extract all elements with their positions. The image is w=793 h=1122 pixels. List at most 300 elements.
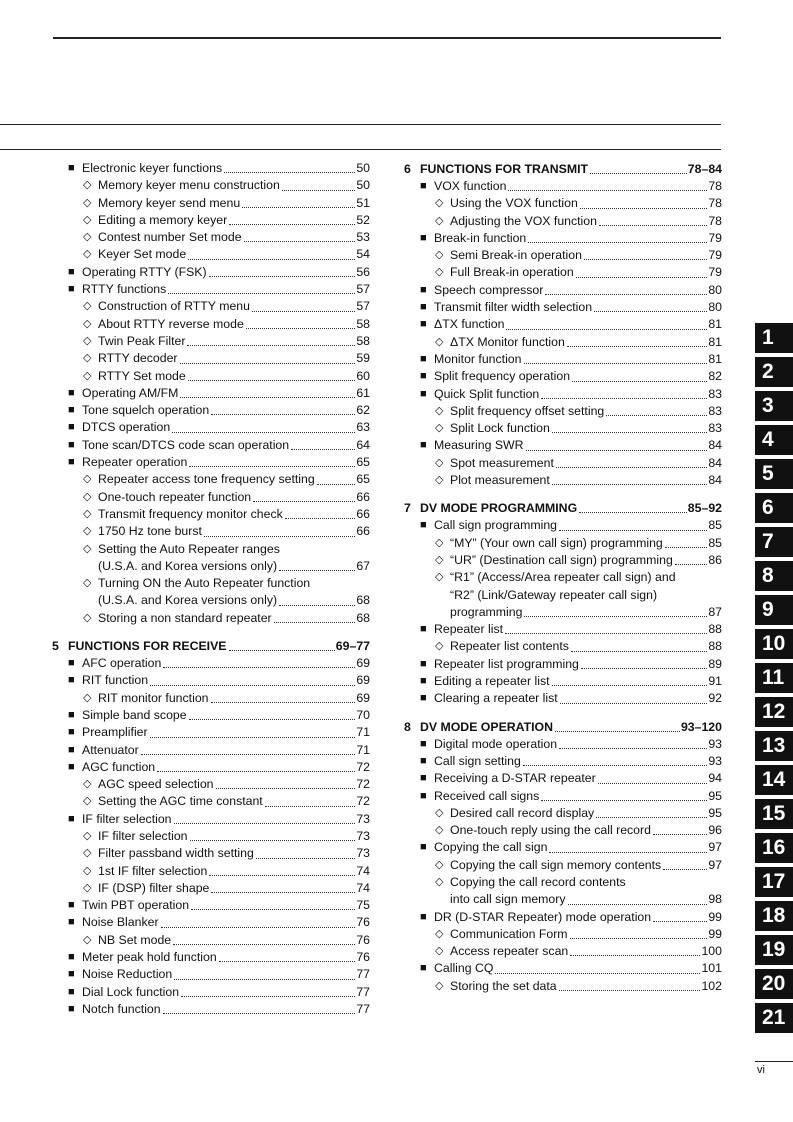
toc-subentry[interactable] [404,420,722,437]
diamond-bullet-icon: ◇ [435,536,444,549]
square-bullet-icon: ■ [420,301,427,314]
page-reference: 97 [708,840,722,855]
toc-subentry[interactable] [52,880,370,897]
diamond-bullet-icon: ◇ [83,577,92,590]
entry-title: RIT function [82,673,149,688]
toc-entry[interactable] [52,707,370,724]
square-bullet-icon: ■ [68,386,75,399]
toc-subentry[interactable] [404,891,722,908]
toc-section-heading[interactable] [52,637,370,655]
chapter-tab[interactable]: 15 [755,799,793,829]
toc-entry[interactable] [404,770,722,787]
toc-subentry[interactable] [52,333,370,350]
entry-title: Repeater list [434,622,504,637]
toc-entry[interactable] [404,299,722,316]
entry-title: Repeater list programming [434,656,579,671]
entry-title: Spot measurement [450,455,554,470]
toc-entry[interactable] [52,966,370,983]
diamond-bullet-icon: ◇ [83,352,92,365]
entry-title: IF (DSP) filter shape [98,880,210,895]
dot-leader [204,535,355,537]
chapter-tab[interactable]: 3 [755,391,793,421]
toc-entry[interactable] [52,281,370,298]
dot-leader [675,563,708,565]
toc-subentry[interactable] [52,776,370,793]
entry-title: Communication Form [450,926,568,941]
toc-entry[interactable] [52,672,370,689]
entry-title: Dial Lock function [82,984,180,999]
toc-subentry[interactable] [52,793,370,810]
toc-entry[interactable] [404,230,722,247]
toc-entry[interactable] [52,264,370,281]
toc-subentry[interactable] [52,298,370,315]
diamond-bullet-icon: ◇ [83,473,92,486]
toc-subentry[interactable] [404,822,722,839]
toc-subentry[interactable] [404,535,722,552]
toc-entry[interactable] [52,437,370,454]
toc-subentry[interactable] [52,863,370,880]
page-reference: 70 [356,707,370,722]
dot-leader [282,189,356,191]
toc-entry[interactable] [52,811,370,828]
diamond-bullet-icon: ◇ [83,334,92,347]
page-reference: 91 [708,674,722,689]
chapter-tab[interactable]: 8 [755,561,793,591]
toc-subentry[interactable] [52,558,370,575]
diamond-bullet-icon: ◇ [83,542,92,555]
entry-title: Repeater access tone frequency setting [98,472,315,487]
toc-subentry[interactable] [52,350,370,367]
dot-leader [219,960,356,962]
entry-title: Twin Peak Filter [98,333,186,348]
toc-subentry[interactable] [404,213,722,230]
entry-title: Plot measurement [450,473,550,488]
toc-subentry[interactable] [52,828,370,845]
toc-entry[interactable] [404,178,722,195]
toc-entry[interactable] [52,454,370,471]
chapter-tab[interactable]: 17 [755,867,793,897]
page-reference: 72 [356,777,370,792]
toc-subentry[interactable] [404,264,722,281]
toc-subentry[interactable] [404,403,722,420]
chapter-tab[interactable]: 4 [755,425,793,455]
toc-entry[interactable] [404,909,722,926]
toc-entry[interactable] [404,690,722,707]
toc-subentry[interactable] [404,943,722,960]
toc-section-heading[interactable] [404,499,722,517]
square-bullet-icon: ■ [68,162,75,174]
square-bullet-icon: ■ [68,421,75,434]
chapter-tab[interactable]: 1 [755,323,793,353]
page-reference: 76 [356,950,370,965]
toc-entry[interactable] [404,316,722,333]
toc-subentry[interactable] [52,932,370,949]
entry-title: Transmit filter width selection [434,300,593,315]
page-reference: 93 [708,736,722,751]
entry-title: Quick Split function [434,386,540,401]
toc-entry[interactable] [404,368,722,385]
dot-leader [209,275,356,277]
entry-title: Setting the AGC time constant [98,794,263,809]
page-number: vi [757,1064,765,1076]
toc-entry[interactable] [52,724,370,741]
toc-subentry[interactable] [52,471,370,488]
chapter-tab[interactable]: 5 [755,459,793,489]
toc-subentry[interactable] [404,552,722,569]
diamond-bullet-icon: ◇ [83,525,92,538]
entry-title: Split frequency operation [434,369,571,384]
entry-title: Operating AM/FM [82,385,179,400]
dot-leader [523,764,708,766]
dot-leader [163,1012,356,1014]
diamond-bullet-icon: ◇ [435,335,444,348]
toc-subentry[interactable] [404,195,722,212]
toc-entry[interactable] [52,984,370,1001]
toc-entry[interactable] [404,753,722,770]
page-reference: 79 [708,265,722,280]
chapter-tab[interactable]: 10 [755,629,793,659]
diamond-bullet-icon: ◇ [435,571,444,584]
toc-subentry[interactable] [404,978,722,995]
dot-leader [653,833,707,835]
page-reference: 81 [708,317,722,332]
dot-leader [211,413,355,415]
page-reference: 65 [356,455,370,470]
diamond-bullet-icon: ◇ [435,474,444,487]
dot-leader [552,431,708,433]
square-bullet-icon: ■ [420,231,427,244]
dot-leader [224,171,355,173]
diamond-bullet-icon: ◇ [435,640,444,653]
entry-title: (U.S.A. and Korea versions only) [98,558,278,573]
entry-title: “R1” (Access/Area repeater call sign) and [450,570,676,585]
toc-entry[interactable] [52,759,370,776]
page-reference: 50 [356,161,370,175]
page-reference: 93 [708,753,722,768]
dot-leader [584,258,707,260]
dot-leader [141,753,356,755]
entry-title: AGC speed selection [98,777,214,792]
chapter-tab[interactable]: 18 [755,901,793,931]
toc-entry[interactable] [404,517,722,534]
page-reference: 96 [708,823,722,838]
dot-leader [163,666,355,668]
dot-leader [279,569,355,571]
section-number: 8 [404,719,411,734]
diamond-bullet-icon: ◇ [435,824,444,837]
entry-title: Desired call record display [450,805,595,820]
dot-leader [252,310,355,312]
page-reference: 88 [708,622,722,637]
page-reference: 62 [356,403,370,418]
page-reference: 80 [708,300,722,315]
chapter-tab[interactable]: 14 [755,765,793,795]
square-bullet-icon: ■ [420,789,427,802]
toc-subentry[interactable] [404,874,722,891]
entry-title: Repeater list contents [450,639,569,654]
page-reference: 69 [356,690,370,705]
dot-leader [596,816,707,818]
dot-leader [653,920,707,922]
page-reference: 98 [708,892,722,907]
folio-rule [755,1061,793,1062]
diamond-bullet-icon: ◇ [435,266,444,279]
chapter-tab[interactable]: 2 [755,357,793,387]
page-reference: 78 [708,196,722,211]
toc-entry[interactable] [404,282,722,299]
page-reference: 83 [708,386,722,401]
toc-section-heading[interactable] [404,160,722,178]
diamond-bullet-icon: ◇ [435,979,444,992]
section-number: 6 [404,162,411,176]
toc-entry[interactable] [52,1001,370,1018]
toc-entry[interactable] [52,402,370,419]
diamond-bullet-icon: ◇ [435,806,444,819]
diamond-bullet-icon: ◇ [435,249,444,262]
dot-leader [180,396,355,398]
toc-subentry[interactable] [404,805,722,822]
toc-entry[interactable] [404,960,722,977]
page-reference: 78 [708,179,722,193]
page-reference: 75 [356,898,370,913]
toc-entry[interactable] [404,351,722,368]
dot-leader [524,362,708,364]
dot-leader [559,989,701,991]
entry-title: Setting the Auto Repeater ranges [98,541,280,556]
entry-title: Construction of RTTY menu [98,299,250,314]
toc-entry[interactable] [52,742,370,759]
diamond-bullet-icon: ◇ [83,369,92,382]
toc-entry[interactable] [404,621,722,638]
dot-leader [506,328,707,330]
toc-entry[interactable] [52,914,370,931]
dot-leader [161,926,356,928]
entry-title: Split Lock function [450,421,550,436]
dot-leader [559,529,707,531]
square-bullet-icon: ■ [420,754,427,767]
dot-leader [181,995,355,997]
diamond-bullet-icon: ◇ [83,196,92,209]
toc-subentry[interactable] [52,246,370,263]
page-reference: 74 [356,880,370,895]
square-bullet-icon: ■ [68,265,75,278]
square-bullet-icon: ■ [420,910,427,923]
entry-title: Call sign setting [434,753,521,768]
dot-leader [265,805,356,807]
toc-entry[interactable] [404,673,722,690]
toc-subentry[interactable] [52,541,370,558]
entry-title: Full Break-in operation [450,265,574,280]
toc-entry[interactable] [52,160,370,177]
page-reference: 95 [708,805,722,820]
square-bullet-icon: ■ [68,726,75,739]
square-bullet-icon: ■ [68,760,75,773]
page-reference: 60 [356,368,370,383]
toc-subentry[interactable] [404,604,722,621]
entry-title: Break-in function [434,230,527,245]
toc-entry[interactable] [404,839,722,856]
toc-section-heading[interactable] [404,718,722,736]
page-reference: 88 [708,639,722,654]
dot-leader [187,344,355,346]
dot-leader [663,868,707,870]
page-reference: 66 [356,489,370,504]
entry-title: Contest number Set mode [98,230,242,245]
entry-title: IF filter selection [98,828,188,843]
chapter-tab[interactable]: 20 [755,969,793,999]
toc-subentry[interactable] [404,926,722,943]
diamond-bullet-icon: ◇ [83,795,92,808]
entry-title: RTTY Set mode [98,368,186,383]
square-bullet-icon: ■ [68,674,75,687]
toc-subentry[interactable] [404,857,722,874]
toc-entry[interactable] [404,437,722,454]
entry-title: into call sign memory [450,892,566,907]
square-bullet-icon: ■ [68,283,75,296]
entry-title: RTTY decoder [98,351,178,366]
toc-subentry[interactable] [404,247,722,264]
page-reference: 57 [356,282,370,297]
toc-subentry[interactable] [52,316,370,333]
toc-entry[interactable] [404,736,722,753]
toc-entry[interactable] [404,788,722,805]
toc-subentry[interactable] [52,229,370,246]
toc-subentry[interactable] [52,489,370,506]
toc-entry[interactable] [52,949,370,966]
entry-title: Calling CQ [434,961,494,976]
toc-subentry[interactable] [52,195,370,212]
diamond-bullet-icon: ◇ [83,507,92,520]
square-bullet-icon: ■ [68,916,75,929]
entry-title: Turning ON the Auto Repeater function [98,576,311,591]
toc-subentry[interactable] [404,334,722,351]
toc-subentry[interactable] [404,587,722,604]
square-bullet-icon: ■ [68,951,75,964]
chapter-tab[interactable]: 16 [755,833,793,863]
toc-subentry[interactable] [52,212,370,229]
dot-leader [590,172,687,174]
dot-leader [526,449,708,451]
page-reference: 95 [708,788,722,803]
chapter-tab[interactable]: 21 [755,1003,793,1033]
dot-leader [211,891,355,893]
chapter-tab[interactable]: 12 [755,697,793,727]
toc-subentry[interactable] [404,638,722,655]
entry-title: Measuring SWR [434,438,524,453]
dot-leader [556,466,707,468]
entry-title: One-touch repeater function [98,489,252,504]
diamond-bullet-icon: ◇ [83,847,92,860]
dot-leader [572,380,707,382]
page-reference: 78 [708,213,722,228]
page-reference: 87 [708,604,722,619]
entry-title: DTCS operation [82,420,171,435]
entry-title: Transmit frequency monitor check [98,506,283,521]
toc-subentry[interactable] [52,506,370,523]
toc-subentry[interactable] [52,845,370,862]
toc-entry[interactable] [52,419,370,436]
square-bullet-icon: ■ [420,352,427,365]
chapter-tab[interactable]: 19 [755,935,793,965]
entry-title: Receiving a D-STAR repeater [434,771,596,786]
entry-title: Digital mode operation [434,736,558,751]
entry-title: “MY” (Your own call sign) programming [450,535,663,550]
dot-leader [168,292,355,294]
toc-entry[interactable] [52,385,370,402]
chapter-tab[interactable]: 9 [755,595,793,625]
toc-entry[interactable] [404,386,722,403]
entry-title: Clearing a repeater list [434,691,558,706]
chapter-tab[interactable]: 13 [755,731,793,761]
page-reference: 58 [356,316,370,331]
square-bullet-icon: ■ [420,675,427,688]
entry-title: Tone scan/DTCS code scan operation [82,437,290,452]
diamond-bullet-icon: ◇ [435,553,444,566]
entry-title: Editing a repeater list [434,674,550,689]
page-reference: 66 [356,506,370,521]
entry-title: Copying the call sign memory contents [450,857,662,872]
entry-title: “R2” (Link/Gateway repeater call sign) [450,587,658,602]
page-reference: 68 [356,610,370,625]
entry-title: Semi Break-in operation [450,248,582,263]
toc-subentry[interactable] [52,177,370,194]
entry-title: Keyer Set mode [98,247,187,262]
entry-title: RIT monitor function [98,690,209,705]
toc-subentry[interactable] [52,610,370,627]
chapter-tab[interactable]: 7 [755,527,793,557]
toc-entry[interactable] [52,655,370,672]
chapter-tab[interactable]: 11 [755,663,793,693]
chapter-tab[interactable]: 6 [755,493,793,523]
dot-leader [291,448,355,450]
entry-title: Monitor function [434,351,522,366]
entry-title: FUNCTIONS FOR RECEIVE [68,639,227,654]
toc-subentry[interactable] [52,592,370,609]
page-reference: 52 [356,212,370,227]
page-reference: 80 [708,282,722,297]
page-reference: 69 [356,673,370,688]
page-reference: 61 [356,385,370,400]
page-reference: 50 [356,178,370,193]
toc-subentry[interactable] [404,455,722,472]
toc-entry[interactable] [52,897,370,914]
toc-subentry[interactable] [404,472,722,489]
entry-title: IF filter selection [82,811,172,826]
toc-subentry[interactable] [52,368,370,385]
toc-subentry[interactable] [404,569,722,586]
entry-title: FUNCTIONS FOR TRANSMIT [420,162,589,176]
toc-subentry[interactable] [52,523,370,540]
dot-leader [244,240,356,242]
toc-subentry[interactable] [52,575,370,592]
page-reference: 77 [356,984,370,999]
dot-leader [174,978,355,980]
diamond-bullet-icon: ◇ [435,404,444,417]
diamond-bullet-icon: ◇ [83,881,92,894]
toc-right-column [404,160,722,995]
entry-title: Speech compressor [434,282,544,297]
page-reference: 57 [356,299,370,314]
dot-leader [279,604,355,606]
page-reference: 86 [708,552,722,567]
toc-entry[interactable] [404,656,722,673]
diamond-bullet-icon: ◇ [83,933,92,946]
page-reference: 102 [701,978,722,993]
toc-subentry[interactable] [52,690,370,707]
diamond-bullet-icon: ◇ [435,214,444,227]
diamond-bullet-icon: ◇ [435,858,444,871]
page-reference: 81 [708,351,722,366]
